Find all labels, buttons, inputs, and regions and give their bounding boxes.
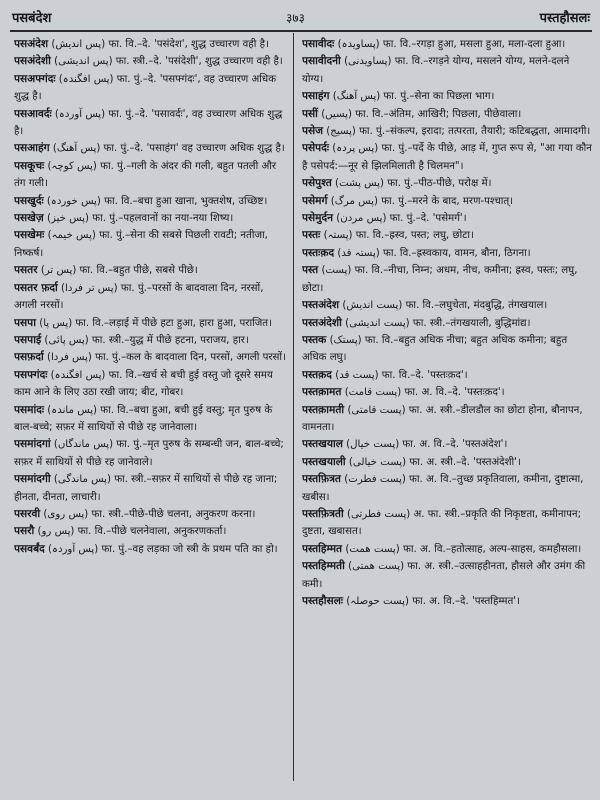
column-divider (293, 33, 294, 781)
entry-definition: (پس آهنگ) फा. पुं.–सेना का पिछला भाग। (332, 91, 495, 103)
entry-headword: पसअफ्गंदः (14, 72, 56, 85)
dictionary-entry (14, 436, 289, 471)
entry-definition: (پست فطرت) फा. अ. वि.–तुच्छ प्रकृतिवाला, कमीना, दुष्टात्मा, खबीस। (302, 474, 584, 503)
entry-headword: पसीं (302, 107, 318, 120)
entry-headword: पसेमुर्दन (302, 212, 334, 225)
entry-definition: (پس آوردہ) फा. पुं.–वह लड़का जो स्त्री के प्रथम पति का हो। (48, 543, 278, 555)
dictionary-entry (302, 210, 592, 227)
entry-definition: (پست همتی) फा. अ. स्त्री.–उत्साहहीनता, हौसले और उमंग की कमी। (302, 561, 586, 590)
entry-headword: पसवर्बंद (14, 542, 45, 555)
entry-definition: (پست خیال) फा. अ. वि.–दे. 'पस्तअंदेश'। (346, 439, 508, 451)
entry-definition: (پس رو) फा. वि.–पीछे चलनेवाला, अनुकरणकर्ता। (37, 526, 227, 538)
dictionary-entry (302, 106, 592, 123)
dictionary-entry (302, 36, 592, 53)
dictionary-entry (302, 367, 592, 384)
entry-headword: पसखेज़ (14, 212, 44, 225)
dictionary-entry (302, 471, 592, 506)
entry-definition: (پس اندیشی) फा. स्त्री.–दे. 'पसंदेशी', शुद्ध उच्चारण वही है। (54, 56, 283, 68)
dictionary-entry (302, 506, 592, 541)
dictionary-entry (302, 436, 592, 453)
entry-definition: (پست خیالی) फा. अ. स्त्री.–दे. 'पस्तअंदेशी'। (348, 456, 521, 468)
entry-definition: (پست همت) फा. अ. वि.–हतोत्साह, अल्प-साहस, कमहौसला। (345, 543, 582, 555)
dictionary-entry (302, 315, 592, 332)
dictionary-entry (302, 402, 592, 437)
dictionary-entry (14, 53, 289, 70)
dictionary-entry (302, 593, 592, 610)
entry-headword: पस्त (302, 264, 319, 277)
entry-definition: (پست فطرتی) अ. फा. स्त्री.–प्रकृति की निकृष्टता, कमीनापन; दुष्टता, खबासत। (302, 508, 582, 538)
entry-definition: (پستہ) फा. वि.–ह्रस्व, पस्त; लघु, छोटा। (323, 230, 474, 242)
entry-headword: पसपाई (14, 333, 42, 346)
entry-definition: (پس فردا) फा. पुं.–कल के बादवाला दिन, परसों, अगली परसों। (46, 352, 286, 364)
dictionary-entry (14, 367, 289, 402)
dictionary-entry (302, 245, 592, 262)
entry-headword: पस्तक (302, 333, 327, 346)
entry-definition: (پسیں) फा. वि.–अंतिम, आखिरी; पिछला, पीछेवाला। (321, 108, 522, 120)
entry-headword: पसकूचः (14, 159, 45, 172)
left-column (14, 36, 289, 776)
entry-definition: (پست قامتی) फा. अ. स्त्री.–डीलडौल का छोटा होना, बौनापन, वामनता। (302, 404, 583, 433)
entry-definition: (پس خیز) फा. पुं.–पहलवानों का नया-नया शिष्य। (46, 213, 234, 225)
dictionary-entry (302, 297, 592, 314)
entry-definition: (پس آوردہ) फा. पुं.–दे. 'पसावर्दः', वह उच्चारण अधिक शुद्ध है। (14, 108, 283, 138)
dictionary-entry (14, 262, 289, 279)
entry-headword: पस्तहौसलः (302, 595, 344, 607)
dictionary-entry (302, 262, 592, 297)
entry-definition: (پست اندیشی) फा. स्त्री.–तंगखयाली, बुद्धिमांद्य। (345, 317, 531, 329)
entry-definition: (پس ماندگی) फा. स्त्री.–सफ़र में साथियों से पीछे रह जाना; हीनता, दीनता, लाचारी। (14, 474, 278, 503)
entry-definition: (پس کوچہ) फा. पुं.–गली के अंदर की गली, बहुत पतली और तंग गली। (14, 160, 277, 190)
entry-definition: (پس مردن) फा. पुं.–दे. 'पसेमर्ग'। (336, 213, 467, 225)
entry-definition: (پست قد) फा. वि.–दे. 'पस्तःक़द'। (335, 369, 468, 381)
entry-headword: पस्तखयाली (302, 455, 346, 468)
entry-definition: (پس ماندہ) फा. वि.–बचा हुआ, बची हुई वस्तु; मृत पुरुष के बाल-बच्चे; सफ़र में साथियों से पीछे रह जानेवाला। (14, 404, 273, 433)
entry-headword: पसखुर्दः (14, 194, 44, 207)
entry-definition: (پس خیمہ) फा. पुं.–सेना की सबसे पिछली रावटी; नतीजा, निष्कर्ष। (14, 230, 268, 259)
dictionary-entry (14, 523, 289, 540)
entry-definition: (پساویدنی) फा. वि.–रगड़ने योग्य, मसलने योग्य, मलने-दलने योग्य। (302, 56, 570, 85)
entry-headword: पसअंदेशी (14, 55, 51, 68)
entry-headword: पस्तः (302, 229, 321, 242)
entry-headword: पसाहंग (302, 90, 330, 103)
entry-headword: पस्तक़ामती (302, 403, 345, 416)
entry-headword: पसावीदनी (302, 55, 341, 68)
dictionary-entry (14, 280, 289, 315)
entry-definition: (پستہ قد) फा. वि.–ह्रस्वकाय, वामन, बौना, ठिगना। (337, 247, 531, 259)
entry-headword: पसआवर्दः (14, 107, 52, 120)
dictionary-entry (302, 88, 592, 105)
dictionary-entry (302, 454, 592, 471)
entry-headword: पस्तहिम्मती (302, 560, 345, 573)
entry-definition: (پس آهنگ) फा. पुं.–दे. 'पसाहंग' वह उच्चारण अधिक शुद्ध है। (52, 143, 285, 155)
dictionary-entry (302, 53, 592, 88)
dictionary-entry (14, 140, 289, 157)
entry-headword: पसफ़र्दा (14, 351, 44, 364)
dictionary-entry (14, 227, 289, 262)
entry-definition: (پس افگندہ) फा. पुं.–दे. 'पसफ्गंदः', वह उच्चारण अधिक शुद्ध है। (14, 73, 277, 103)
entry-definition: (پست قامت) फा. अ. वि.–दे. 'पस्तःक़द'। (344, 387, 505, 399)
entry-definition: (پست) फा. वि.–नीचा, निम्न; अधम, नीच, कमीना; ह्रस्व, पस्तः; लघु, छोटा। (302, 265, 578, 294)
entry-headword: पस्तखयाल (302, 438, 343, 451)
dictionary-entry (14, 193, 289, 210)
entry-headword: पसमांदगी (14, 473, 51, 486)
entry-headword: पसआहंग (14, 142, 50, 155)
dictionary-entry (14, 158, 289, 193)
page-number: ३७३ (286, 10, 305, 25)
entry-headword: पसमांदः (14, 403, 45, 416)
dictionary-entry (14, 332, 289, 349)
dictionary-entry (302, 541, 592, 558)
entry-headword: पसपा (14, 316, 36, 329)
entry-definition: (پستک) फा. वि.–बहुत अधिक नीचा; बहुत अधिक कमीना; बहुत अधिक लघु। (302, 334, 568, 364)
entry-definition: (پس پشت) फा. पुं.–पीठ-पीछे, परोक्ष में। (335, 178, 492, 190)
right-column (302, 36, 592, 776)
dictionary-entry (14, 210, 289, 227)
entry-definition: (پس روی) फा. स्त्री.–पीछे-पीछे चलना, अनुकरण करना। (43, 508, 256, 520)
entry-definition: (پست حوصلہ) फा. अ. वि.–दे. 'पस्तहिम्मत'। (346, 596, 520, 607)
entry-definition: (پس پائی) फा. स्त्री.–युद्ध में पीछे हटना, पराजय, हार। (44, 334, 249, 346)
entry-headword: पस्तअंदेशी (302, 316, 342, 329)
page-header (12, 7, 590, 27)
dictionary-entry (14, 106, 289, 141)
entry-headword: पसमांदगां (14, 438, 51, 451)
entry-headword: पसावीदः (302, 38, 335, 50)
entry-headword: पस्तफ़ित्रती (302, 507, 344, 520)
entry-definition: (پس تر) फा. वि.–बहुत पीछे, सबसे पीछे। (40, 265, 198, 277)
dictionary-entry (302, 332, 592, 367)
entry-headword: पसखेमः (14, 229, 45, 242)
dictionary-entry (302, 140, 592, 175)
dictionary-entry (302, 384, 592, 401)
entry-headword: पस्तक़द (302, 368, 332, 381)
dictionary-entry (302, 193, 592, 210)
dictionary-entry (302, 123, 592, 140)
dictionary-entry (14, 315, 289, 332)
entry-headword: पसअंदेश (14, 38, 49, 50)
entry-definition: (پست اندیش) फा. वि.–लघुचेता, मंदबुद्धि, तंगखयाल। (342, 300, 548, 312)
entry-headword: पसरौ (14, 525, 35, 538)
entry-definition: (پسیج) फा. पुं.–संकल्प, इरादा; तत्परता, तैयारी; कटिबद्धता, आमादगी। (326, 126, 591, 138)
header-rule (10, 30, 592, 32)
entry-headword: पस्तःक़द (302, 246, 335, 259)
dictionary-entry (14, 349, 289, 366)
entry-definition: (پس تر فردا) फा. पुं.–परसों के बादवाला दिन, नरसों, अगली नरसों। (14, 282, 264, 312)
dictionary-entry (14, 471, 289, 506)
entry-headword: पसतर फ़र्दा (14, 281, 58, 294)
entry-headword: पसतर (14, 264, 38, 277)
entry-headword: पस्तहिम्मत (302, 542, 343, 555)
entry-definition: (پس ماندگاں) फा. पुं.–मृत पुरुष के सम्बन्धी जन, बाल-बच्चे; सफ़र में साथियों से पीछे रह जानेवाले। (14, 439, 284, 468)
dictionary-entry (14, 71, 289, 106)
entry-definition: (پس پا) फा. वि.–लड़ाई में पीछे हटा हुआ, हारा हुआ, पराजित। (39, 317, 272, 329)
entry-definition: (پس خوردہ) फा. वि.–बचा हुआ खाना, भुक्तशेष, उच्छिष्ट। (46, 195, 268, 207)
entry-headword: पसरवी (14, 507, 41, 520)
dictionary-entry (302, 558, 592, 593)
entry-headword: पसफ्गंदः (14, 368, 48, 381)
entry-headword: पसेज (302, 125, 324, 138)
header-last-word: पस्तहौसलः (539, 11, 590, 26)
dictionary-entry (14, 541, 289, 558)
dictionary-entry (14, 402, 289, 437)
entry-headword: पसेपर्दः (302, 142, 329, 155)
dictionary-entry (302, 227, 592, 244)
entry-headword: पस्तअंदेश (302, 299, 340, 312)
dictionary-entry (302, 175, 592, 192)
entry-definition: (پس افگندہ) फा. वि.–खर्च से बची हुई वस्तु जो दूसरे समय काम आने के लिए उठा रखी जाय; बीट, गोबर। (14, 369, 273, 399)
entry-definition: (پس اندیش) फा. वि.–दे. 'पसंदेश', शुद्ध उच्चारण वही है। (51, 39, 269, 50)
dictionary-entry (14, 36, 289, 53)
dictionary-entry (14, 506, 289, 523)
entry-headword: पस्तक़ामत (302, 386, 342, 399)
entry-definition: (پساویدہ) फा. वि.–रगड़ा हुआ, मसला हुआ, मला-दला हुआ। (337, 39, 566, 50)
entry-headword: पसेमर्ग (302, 194, 328, 207)
entry-definition: (پس پردہ) फा. पुं.–पर्दे के पीछे, आड़ में, गुप्त रूप से, "आ गया कौन है पसेपर्द:—नूर से झिलमिलाती है चिलमन"। (302, 143, 592, 172)
entry-headword: पसेपुश्त (302, 177, 332, 190)
entry-headword: पस्तफ़ित्रत (302, 473, 341, 486)
entry-definition: (پس مرگ) फा. पुं.–मरने के बाद, मरण-पश्चात्। (330, 195, 514, 207)
header-first-word: पसबंदेश (12, 11, 52, 26)
